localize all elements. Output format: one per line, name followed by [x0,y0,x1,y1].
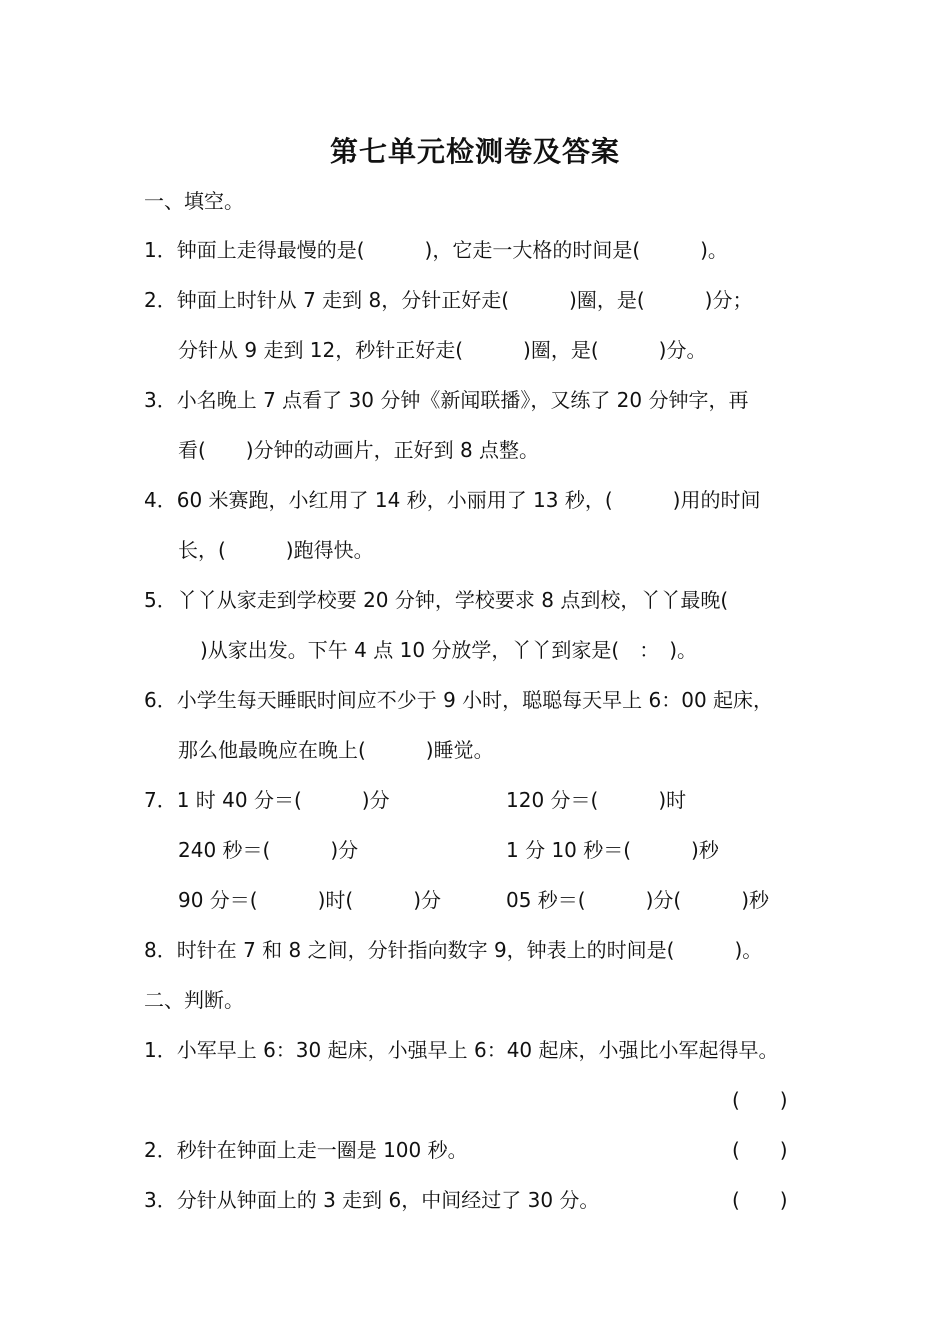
question-3-line-1: 3．小名晚上 7 点看了 30 分钟《新闻联播》，又练了 20 分钟字，再 [144,388,749,412]
judge-3-answer-blank: ( ) [732,1188,788,1212]
question-7-c: 240 秒＝( )分 [178,838,359,862]
judge-2-answer-blank: ( ) [732,1138,788,1162]
question-7-f: 05 秒＝( )分( )秒 [506,888,770,912]
question-2-line-1: 2．钟面上时针从 7 走到 8，分针正好走( )圈，是( )分； [144,288,753,312]
question-7-b: 120 分＝( )时 [506,788,687,812]
question-1: 1．钟面上走得最慢的是( )，它走一大格的时间是( )。 [144,238,728,262]
question-5-line-1: 5．丫丫从家走到学校要 20 分钟，学校要求 8 点到校，丫丫最晚( [144,588,729,612]
question-2-line-2: 分针从 9 走到 12，秒针正好走( )圈，是( )分。 [178,338,707,362]
judge-2: 2．秒针在钟面上走一圈是 100 秒。 [144,1138,468,1162]
section-judge-heading: 二、判断。 [144,988,244,1012]
question-7-d: 1 分 10 秒＝( )秒 [506,838,719,862]
question-7-e: 90 分＝( )时( )分 [178,888,442,912]
question-4-line-1: 4．60 米赛跑，小红用了 14 秒，小丽用了 13 秒，( )用的时间 [144,488,761,512]
question-8: 8．时针在 7 和 8 之间，分针指向数字 9，钟表上的时间是( )。 [144,938,763,962]
question-7-a: 7．1 时 40 分＝( )分 [144,788,390,812]
question-5-line-2: )从家出发。下午 4 点 10 分放学，丫丫到家是( ： )。 [200,638,698,662]
question-6-line-2: 那么他最晚应在晚上( )睡觉。 [178,738,494,762]
judge-1-answer-blank: ( ) [732,1088,788,1112]
judge-3: 3．分针从钟面上的 3 走到 6，中间经过了 30 分。 [144,1188,600,1212]
section-fill-in-heading: 一、填空。 [144,189,244,213]
page-title: 第七单元检测卷及答案 [329,135,620,168]
question-6-line-1: 6．小学生每天睡眠时间应不少于 9 小时，聪聪每天早上 6：00 起床， [144,688,774,712]
judge-1: 1．小军早上 6：30 起床，小强早上 6：40 起床，小强比小军起得早。 [144,1038,779,1062]
question-3-line-2: 看( )分钟的动画片，正好到 8 点整。 [178,438,540,462]
question-4-line-2: 长，( )跑得快。 [178,538,374,562]
